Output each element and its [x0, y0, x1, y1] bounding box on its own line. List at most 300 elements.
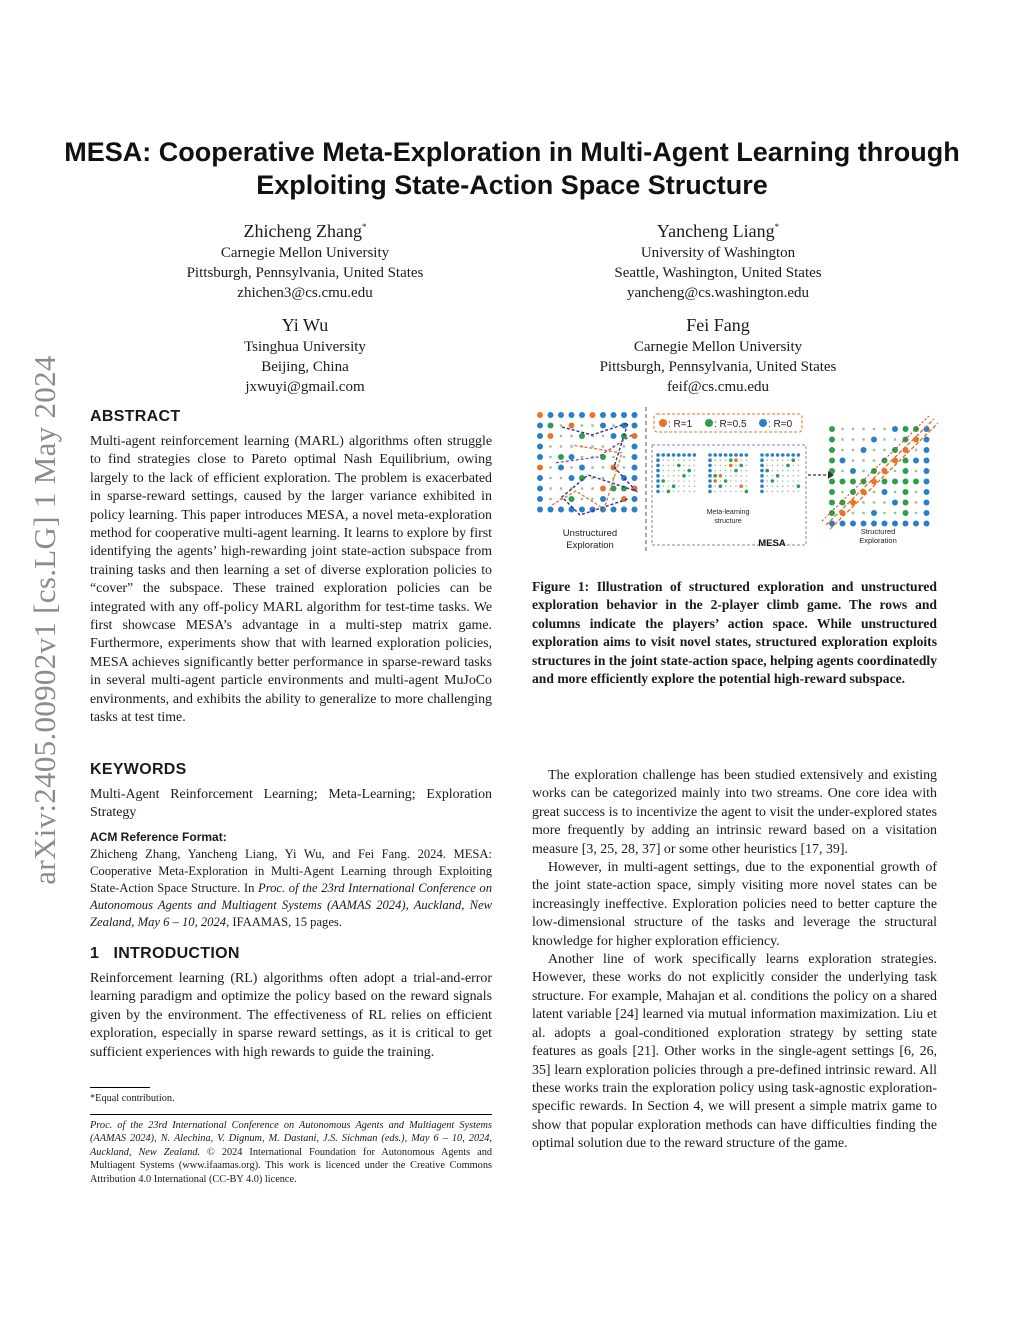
grid-dot	[668, 480, 670, 482]
grid-dot	[760, 484, 764, 488]
grid-dot	[678, 475, 680, 477]
grid-dot	[798, 491, 800, 493]
grid-dot	[873, 491, 876, 494]
grid-dot	[714, 459, 716, 461]
grid-dot	[537, 465, 543, 471]
grid-dot	[861, 479, 867, 485]
grid-dot	[777, 485, 779, 487]
grid-dot	[894, 470, 897, 473]
grid-dot	[791, 453, 795, 457]
grid-dot	[924, 479, 930, 485]
grid-dot	[873, 449, 876, 452]
grid-dot	[852, 428, 855, 431]
grid-dot	[581, 498, 584, 501]
grid-dot	[771, 479, 775, 483]
grid-dot	[873, 459, 876, 462]
grid-dot	[668, 475, 670, 477]
grid-dot	[581, 487, 584, 490]
grid-dot	[688, 459, 690, 461]
grid-dot	[673, 465, 675, 467]
grid-dot	[894, 491, 897, 494]
grid-dot	[548, 412, 554, 418]
grid-dot	[602, 435, 605, 438]
grid-dot	[792, 475, 794, 477]
grid-dot	[662, 465, 664, 467]
paper-title: MESA: Cooperative Meta-Exploration in Multi-Agent Learning through Exploiting State-Action Space Structure	[64, 137, 960, 200]
grid-dot	[667, 453, 671, 457]
legend-dot-r1	[659, 419, 667, 427]
grid-dot	[892, 479, 898, 485]
grid-dot	[883, 501, 886, 504]
grid-dot	[740, 480, 742, 482]
label-meta-1: Meta-learning	[706, 509, 750, 516]
grid-dot	[730, 491, 732, 493]
grid-dot	[924, 500, 930, 506]
grid-dot	[683, 480, 685, 482]
grid-dot	[746, 480, 748, 482]
grid-dot	[777, 470, 779, 472]
grid-dot	[829, 447, 835, 453]
grid-dot	[841, 438, 844, 441]
grid-dot	[611, 412, 617, 418]
grid-dot	[688, 475, 690, 477]
grid-dot	[661, 453, 665, 457]
grid-dot	[708, 490, 712, 494]
grid-dot	[683, 485, 685, 487]
grid-dot	[787, 480, 789, 482]
grid-dot	[537, 444, 543, 450]
grid-dot	[746, 485, 748, 487]
label-structured-2: Exploration	[859, 536, 897, 545]
grid-dot	[656, 474, 660, 478]
author-block-3	[150, 313, 460, 397]
grid-dot	[892, 426, 898, 432]
grid-dot	[713, 479, 717, 483]
grid-dot	[632, 496, 638, 502]
grid-dot	[852, 512, 855, 515]
grid-dot	[632, 465, 638, 471]
grid-dot	[882, 521, 888, 527]
grid-dot	[894, 438, 897, 441]
grid-dot	[560, 487, 563, 490]
grid-dot	[687, 453, 691, 457]
grid-dot	[683, 465, 685, 467]
grid-dot	[632, 475, 638, 481]
grid-dot	[852, 449, 855, 452]
grid-dot	[903, 426, 909, 432]
grid-dot	[668, 470, 670, 472]
equal-contribution-mark: *	[361, 222, 367, 232]
grid-dot	[558, 454, 564, 460]
author-location: Pittsburgh, Pennsylvania, United States	[599, 359, 837, 375]
grid-dot	[798, 465, 800, 467]
acm-reference	[90, 846, 492, 931]
grid-dot	[611, 486, 617, 492]
grid-dot	[579, 507, 585, 513]
grid-dot	[829, 458, 835, 464]
grid-dot	[558, 412, 564, 418]
conference-note-license: © 2024 International Foundation for Autonomous Agents and Multiagent Systems (www.ifaamas.org). This work is licenced under the Creative Commons Attribution 4.0 International (CC-BY 4.0) licence.	[90, 1146, 492, 1185]
body-paragraph-1: The exploration challenge has been studied extensively and existing works can be categorized mainly into two streams. One core idea with great success is to incentivize the agent to visit the under-explored states more frequently by adding an intrinsic reward based on a visitation measure [3, 25, 28, 37] or some other heuristics [17, 39].	[532, 768, 937, 857]
grid-dot	[883, 512, 886, 515]
grid-dot	[871, 521, 877, 527]
grid-dot	[777, 480, 779, 482]
grid-dot	[871, 468, 877, 474]
author-location: Seattle, Washington, United States	[614, 265, 822, 281]
grid-dot	[745, 490, 749, 494]
grid-dot	[537, 475, 543, 481]
grid-dot	[560, 445, 563, 448]
grid-dot	[883, 438, 886, 441]
grid-dot	[688, 465, 690, 467]
author-block-2	[563, 215, 873, 303]
grid-dot	[611, 433, 617, 439]
grid-dot	[882, 489, 888, 495]
grid-dot	[739, 453, 743, 457]
grid-dot	[549, 477, 552, 480]
grid-dot	[730, 485, 732, 487]
grid-dot	[708, 479, 712, 483]
grid-dot	[591, 487, 594, 490]
grid-dot	[694, 465, 696, 467]
grid-dot	[569, 496, 575, 502]
grid-dot	[687, 469, 691, 473]
grid-dot	[719, 484, 723, 488]
grid-dot	[579, 412, 585, 418]
grid-dot	[841, 449, 844, 452]
grid-dot	[765, 453, 769, 457]
grid-dot	[792, 491, 794, 493]
acm-reference-venue: Proc. of the 23rd International Conference on Autonomous Agents and Multiagent Systems (AAMAS 2024), Auckland, New Zealand, May 6 – 10, 2024	[90, 881, 492, 929]
grid-dot	[694, 475, 696, 477]
grid-dot	[777, 465, 779, 467]
grid-dot	[558, 465, 564, 471]
grid-dot	[656, 484, 660, 488]
grid-dot	[760, 490, 764, 494]
grid-dot	[772, 465, 774, 467]
grid-dot	[591, 445, 594, 448]
author-affiliation: University of Washington	[640, 245, 796, 261]
grid-dot	[913, 458, 919, 464]
grid-dot	[829, 500, 835, 506]
legend-label-r0: : R=0	[768, 419, 793, 430]
grid-dot	[924, 447, 930, 453]
grid-dot	[662, 470, 664, 472]
grid-dot	[792, 485, 794, 487]
grid-dot	[903, 510, 909, 516]
grid-dot	[740, 470, 742, 472]
grid-dot	[560, 477, 563, 480]
author-location: Beijing, China	[261, 359, 349, 375]
section-title: INTRODUCTION	[113, 945, 240, 962]
intro-paragraph: Reinforcement learning (RL) algorithms often adopt a trial-and-error learning paradigm and optimize the policy based on the reward signals given by the environment. The effectiveness of RL relies on efficient exploration, especially in sparse reward settings, as it is critical to get sufficient experiences with high rewards to guide the training.	[90, 971, 492, 1060]
grid-dot	[740, 491, 742, 493]
grid-dot	[776, 474, 780, 478]
grid-dot	[786, 464, 790, 468]
grid-dot	[746, 475, 748, 477]
grid-dot	[782, 485, 784, 487]
grid-dot	[683, 491, 685, 493]
grid-dot	[548, 423, 554, 429]
grid-dot	[924, 521, 930, 527]
grid-dot	[682, 474, 686, 478]
grid-dot	[841, 491, 844, 494]
label-unstructured-2: Exploration	[566, 540, 614, 551]
grid-dot	[537, 496, 543, 502]
grid-dot	[591, 466, 594, 469]
grid-dot	[682, 453, 686, 457]
author-email: zhichen3@cs.cmu.edu	[237, 285, 373, 301]
grid-dot	[694, 485, 696, 487]
grid-dot	[850, 479, 856, 485]
meta-grid-2	[708, 453, 748, 493]
grid-dot	[730, 475, 732, 477]
grid-dot	[673, 459, 675, 461]
grid-dot	[787, 491, 789, 493]
grid-dot	[798, 459, 800, 461]
grid-dot	[590, 507, 596, 513]
grid-dot	[549, 466, 552, 469]
grid-dot	[766, 459, 768, 461]
grid-dot	[600, 423, 606, 429]
grid-dot	[873, 428, 876, 431]
grid-dot	[714, 470, 716, 472]
grid-dot	[841, 428, 844, 431]
grid-dot	[537, 454, 543, 460]
grid-dot	[621, 507, 627, 513]
grid-dot	[719, 474, 723, 478]
grid-dot	[862, 459, 865, 462]
grid-dot	[746, 465, 748, 467]
grid-dot	[782, 491, 784, 493]
grid-dot	[781, 453, 785, 457]
footnote: *Equal contribution.	[90, 1093, 175, 1104]
grid-dot	[862, 501, 865, 504]
grid-dot	[791, 458, 795, 462]
figure-1-illustration	[532, 405, 942, 555]
author-affiliation: Carnegie Mellon University	[633, 339, 803, 355]
grid-dot	[581, 424, 584, 427]
grid-dot	[725, 465, 727, 467]
grid-dot	[632, 444, 638, 450]
grid-dot	[797, 484, 801, 488]
grid-dot	[729, 453, 733, 457]
legend-dot-r05	[705, 419, 713, 427]
grid-dot	[581, 456, 584, 459]
grid-dot	[871, 479, 877, 485]
body-paragraph-3: Another line of work specifically learns exploration strategies. However, these works do not explicitly consider the underlying task structure. For example, Mahajan et al. conditions the policy on a shared latent variable [24] learned via mutual information maximization. Liu et al. adopts a goal-conditioned exploration strategy by setting state features as goals [21]. Other works in the single-agent settings [6, 26, 35] learn exploration policies through a pre-defined intrinsic reward. All these works train the exploration policy using task-agnostic exploration-specific rewards. In Section 4, we will present a simple matrix game to show that popular exploration methods can have difficulties finding the optimal solution due to the reward structure of the game.	[532, 952, 937, 1152]
grid-dot	[776, 453, 780, 457]
grid-dot	[829, 426, 835, 432]
acm-heading: ACM Reference Format:	[90, 830, 227, 844]
grid-dot	[548, 433, 554, 439]
grid-dot	[678, 470, 680, 472]
grid-dot	[600, 496, 606, 502]
grid-dot	[668, 485, 670, 487]
grid-dot	[739, 464, 743, 468]
grid-dot	[673, 491, 675, 493]
grid-dot	[678, 480, 680, 482]
grid-dot	[924, 489, 930, 495]
grid-dot	[602, 445, 605, 448]
grid-dot	[667, 490, 671, 494]
grid-dot	[656, 458, 660, 462]
grid-dot	[915, 449, 918, 452]
grid-dot	[678, 485, 680, 487]
conference-note-venue: Proc. of the 23rd International Conference on Autonomous Agents and Multiagent Systems (AAMAS 2024), N. Alechina, V. Dignum, M. Dastani, J.S. Sichman (eds.), May 6 – 10, 2024, Auckland, New Zealand.	[90, 1120, 492, 1158]
grid-dot	[600, 412, 606, 418]
grid-dot	[766, 480, 768, 482]
grid-dot	[719, 453, 723, 457]
grid-dot	[724, 453, 728, 457]
grid-dot	[892, 500, 898, 506]
structured-path-3	[822, 415, 930, 521]
grid-dot	[740, 475, 742, 477]
grid-dot	[782, 459, 784, 461]
grid-dot	[708, 453, 712, 457]
grid-dot	[632, 423, 638, 429]
grid-dot	[694, 491, 696, 493]
grid-dot	[656, 490, 660, 494]
grid-dot	[611, 465, 617, 471]
grid-dot	[730, 480, 732, 482]
grid-dot	[862, 438, 865, 441]
grid-dot	[569, 475, 575, 481]
grid-dot	[579, 433, 585, 439]
intro-heading	[90, 945, 240, 963]
grid-dot	[600, 486, 606, 492]
grid-dot	[786, 453, 790, 457]
grid-dot	[714, 485, 716, 487]
grid-dot	[560, 435, 563, 438]
grid-dot	[903, 468, 909, 474]
grid-dot	[735, 475, 737, 477]
grid-dot	[678, 491, 680, 493]
grid-dot	[602, 466, 605, 469]
grid-dot	[708, 458, 712, 462]
section-number: 1	[90, 945, 100, 962]
grid-dot	[708, 469, 712, 473]
grid-dot	[694, 470, 696, 472]
grid-dot	[725, 459, 727, 461]
grid-dot	[840, 479, 846, 485]
body-paragraph-2: However, in multi-agent settings, due to the exponential growth of the joint state-action space, simply visiting more novel states can be increasingly ineffective. Exploration policies need to better capture the low-dimensional structure of the tasks and leverage the structural knowledge for higher exploration efficiency.	[532, 860, 937, 949]
grid-dot	[708, 474, 712, 478]
grid-dot	[861, 521, 867, 527]
grid-dot	[787, 475, 789, 477]
grid-dot	[873, 501, 876, 504]
author-email: feif@cs.cmu.edu	[666, 379, 770, 395]
grid-dot	[771, 453, 775, 457]
grid-dot	[777, 459, 779, 461]
grid-dot	[734, 458, 738, 462]
grid-dot	[632, 454, 638, 460]
unstructured-grid	[537, 412, 638, 513]
grid-dot	[734, 453, 738, 457]
grid-dot	[772, 491, 774, 493]
grid-dot	[714, 465, 716, 467]
grid-dot	[883, 449, 886, 452]
grid-dot	[745, 453, 749, 457]
abstract-heading: ABSTRACT	[90, 408, 181, 425]
grid-dot	[720, 491, 722, 493]
grid-dot	[915, 491, 918, 494]
grid-dot	[672, 484, 676, 488]
grid-dot	[724, 479, 728, 483]
grid-dot	[772, 475, 774, 477]
keywords-heading: KEYWORDS	[90, 761, 187, 778]
grid-dot	[765, 469, 769, 473]
grid-dot	[537, 486, 543, 492]
grid-dot	[829, 437, 835, 443]
label-structured-1: Structured	[860, 527, 896, 536]
grid-dot	[924, 437, 930, 443]
grid-dot	[730, 470, 732, 472]
author-name: Zhicheng Zhang	[243, 221, 362, 241]
grid-dot	[746, 470, 748, 472]
grid-dot	[798, 470, 800, 472]
grid-dot	[612, 424, 615, 427]
grid-dot	[713, 453, 717, 457]
author-block-4	[563, 313, 873, 397]
grid-dot	[725, 491, 727, 493]
grid-dot	[862, 428, 865, 431]
grid-dot	[850, 521, 856, 527]
grid-dot	[862, 512, 865, 515]
grid-dot	[713, 474, 717, 478]
grid-dot	[662, 475, 664, 477]
grid-dot	[798, 475, 800, 477]
grid-dot	[677, 464, 681, 468]
grid-dot	[612, 456, 615, 459]
grid-dot	[729, 464, 733, 468]
grid-dot	[714, 491, 716, 493]
grid-dot	[656, 469, 660, 473]
author-name: Yi Wu	[281, 315, 329, 335]
grid-dot	[673, 480, 675, 482]
grid-dot	[740, 459, 742, 461]
grid-dot	[725, 470, 727, 472]
grid-dot	[894, 512, 897, 515]
legend-dot-r0	[759, 419, 767, 427]
grid-dot	[782, 465, 784, 467]
grid-dot	[735, 465, 737, 467]
grid-dot	[777, 491, 779, 493]
grid-dot	[915, 501, 918, 504]
author-name: Fei Fang	[686, 315, 750, 335]
grid-dot	[829, 510, 835, 516]
structured-grid	[829, 426, 930, 527]
grid-dot	[760, 453, 764, 457]
grid-dot	[760, 469, 764, 473]
keywords-text: Multi-Agent Reinforcement Learning; Meta-Learning; Exploration Strategy	[90, 787, 492, 821]
grid-dot	[673, 475, 675, 477]
grid-dot	[915, 512, 918, 515]
grid-dot	[746, 459, 748, 461]
grid-dot	[611, 507, 617, 513]
grid-dot	[678, 459, 680, 461]
grid-dot	[840, 458, 846, 464]
grid-dot	[760, 458, 764, 462]
grid-dot	[772, 470, 774, 472]
grid-dot	[852, 459, 855, 462]
grid-dot	[787, 485, 789, 487]
figure-1-caption: Figure 1: Illustration of structured exploration and unstructured exploration behavior in the 2-player climb game. The rows and columns indicate the players’ action space. While unstructured exploration aims to visit novel states, structured exploration exploits structures in the joint state-action space, helping agents coordinatedly and more efficiently explore the potential high-reward subspace.	[532, 579, 937, 687]
grid-dot	[913, 479, 919, 485]
grid-dot	[570, 466, 573, 469]
grid-dot	[708, 484, 712, 488]
grid-dot	[621, 412, 627, 418]
